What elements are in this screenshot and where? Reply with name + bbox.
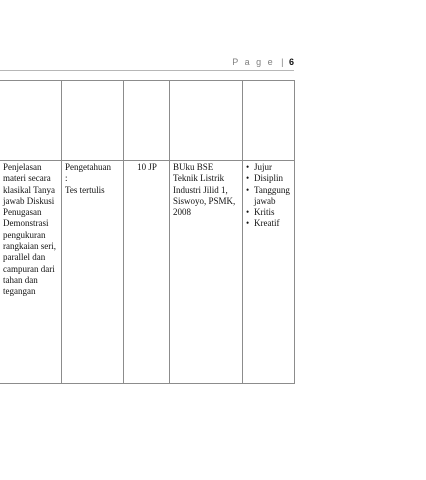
list-item: • Kreatif: [246, 218, 292, 229]
table-cell-empty: [243, 81, 295, 161]
list-item: • Jujur: [246, 162, 292, 173]
page-number-header: [232, 57, 294, 67]
table-row-empty: [0, 81, 295, 161]
page-separator: |: [281, 57, 284, 67]
assessment-colon: :: [65, 173, 68, 184]
character-values-cell: [243, 161, 295, 384]
learning-source-cell: BUku BSE Teknik Listrik Industri Jilid 1, Siswoyo, PSMK, 2008: [170, 161, 243, 384]
table-row: [0, 161, 295, 384]
list-item: • Tanggung jawab: [246, 185, 292, 208]
assessment-method: Tes tertulis: [65, 184, 105, 195]
list-item: • Kritis: [246, 207, 292, 218]
table-cell-empty: [124, 81, 170, 161]
learning-activities-cell: Penjelasan materi secara klasikal Tanya jawab Diskusi Penugasan Demonstrasi pengukuran rangkaian seri, parallel dan campuran dari tahan dan tegangan: [0, 161, 62, 384]
list-item: • Disiplin: [246, 173, 292, 184]
assessment-type: Pengetahuan: [65, 162, 111, 172]
page-number: 6: [288, 57, 294, 67]
character-values-list: [246, 162, 292, 230]
assessment-cell: [62, 161, 124, 384]
time-allocation-cell: 10 JP: [124, 161, 170, 384]
table-cell-empty: [62, 81, 124, 161]
header-divider: [0, 70, 294, 71]
table-cell-empty: [170, 81, 243, 161]
syllabus-table: [0, 80, 295, 384]
table-cell-empty: [0, 81, 62, 161]
page-label: P a g e: [232, 57, 275, 67]
